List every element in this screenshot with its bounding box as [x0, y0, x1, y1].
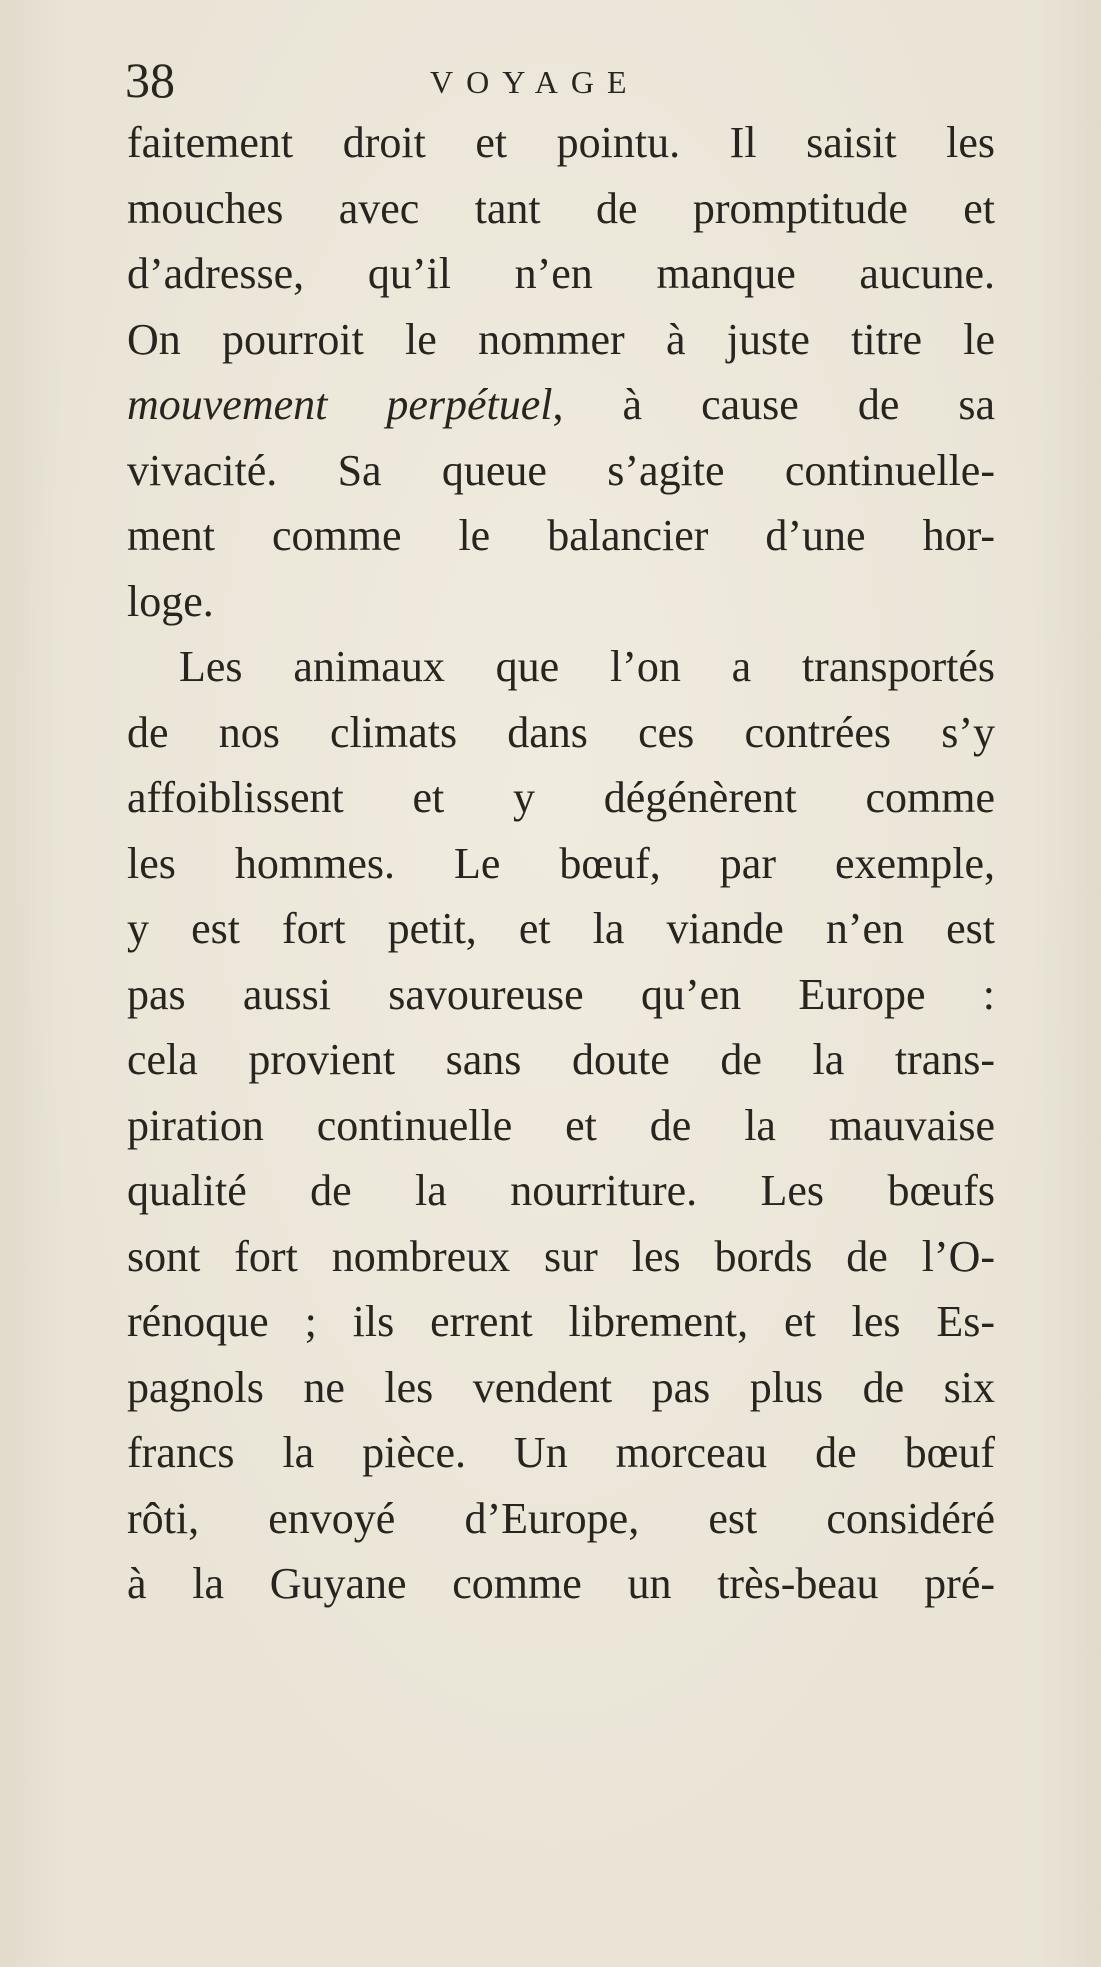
text-line-1: faitement droit et pointu. Il saisit les	[127, 118, 995, 167]
italic-phrase: mouvement perpétuel	[127, 380, 553, 429]
text-line-9: Les animaux que l’on a transportés	[179, 642, 995, 691]
page-number: 38	[125, 52, 175, 108]
text-line-20: pagnols ne les vendent pas plus de six	[127, 1362, 995, 1412]
text-line-13: y est fort petit, et la viande n’en est	[127, 904, 995, 953]
text-line-7: ment comme le balancier d’une hor-	[127, 511, 995, 560]
text-line-23: à la Guyane comme un très-beau pré-	[127, 1559, 995, 1608]
text-line-18: sont fort nombreux sur les bords de l’O-	[127, 1231, 995, 1281]
text-line-5: mouvement perpétuel, à cause de sa	[127, 380, 995, 429]
text-line-11: affoiblissent et y dégénèrent comme	[127, 773, 995, 822]
text-line-2: mouches avec tant de promptitude et	[127, 183, 995, 233]
running-head	[125, 50, 995, 110]
body-text	[127, 110, 995, 1617]
text-line-21: francs la pièce. Un morceau de bœuf	[127, 1428, 995, 1477]
text-line-3: d’adresse, qu’il n’en manque aucune.	[127, 249, 995, 298]
text-line-6: vivacité. Sa queue s’agite continuelle-	[127, 445, 995, 495]
text-line-22: rôti, envoyé d’Europe, est considéré	[127, 1493, 995, 1543]
text-line-15: cela provient sans doute de la trans-	[127, 1035, 995, 1084]
text-line-8: loge.	[127, 576, 214, 626]
text-line-14: pas aussi savoureuse qu’en Europe :	[127, 969, 995, 1019]
running-title: VOYAGE	[430, 64, 640, 100]
text-line-4: On pourroit le nommer à juste titre le	[127, 314, 995, 364]
text-line-17: qualité de la nourriture. Les bœufs	[127, 1166, 995, 1215]
text-line-10: de nos climats dans ces contrées s’y	[127, 707, 995, 757]
text-line-19: rénoque ; ils errent librement, et les Es-	[127, 1297, 995, 1346]
text-line-16: piration continuelle et de la mauvaise	[127, 1100, 995, 1150]
text-line-12: les hommes. Le bœuf, par exemple,	[127, 838, 995, 888]
